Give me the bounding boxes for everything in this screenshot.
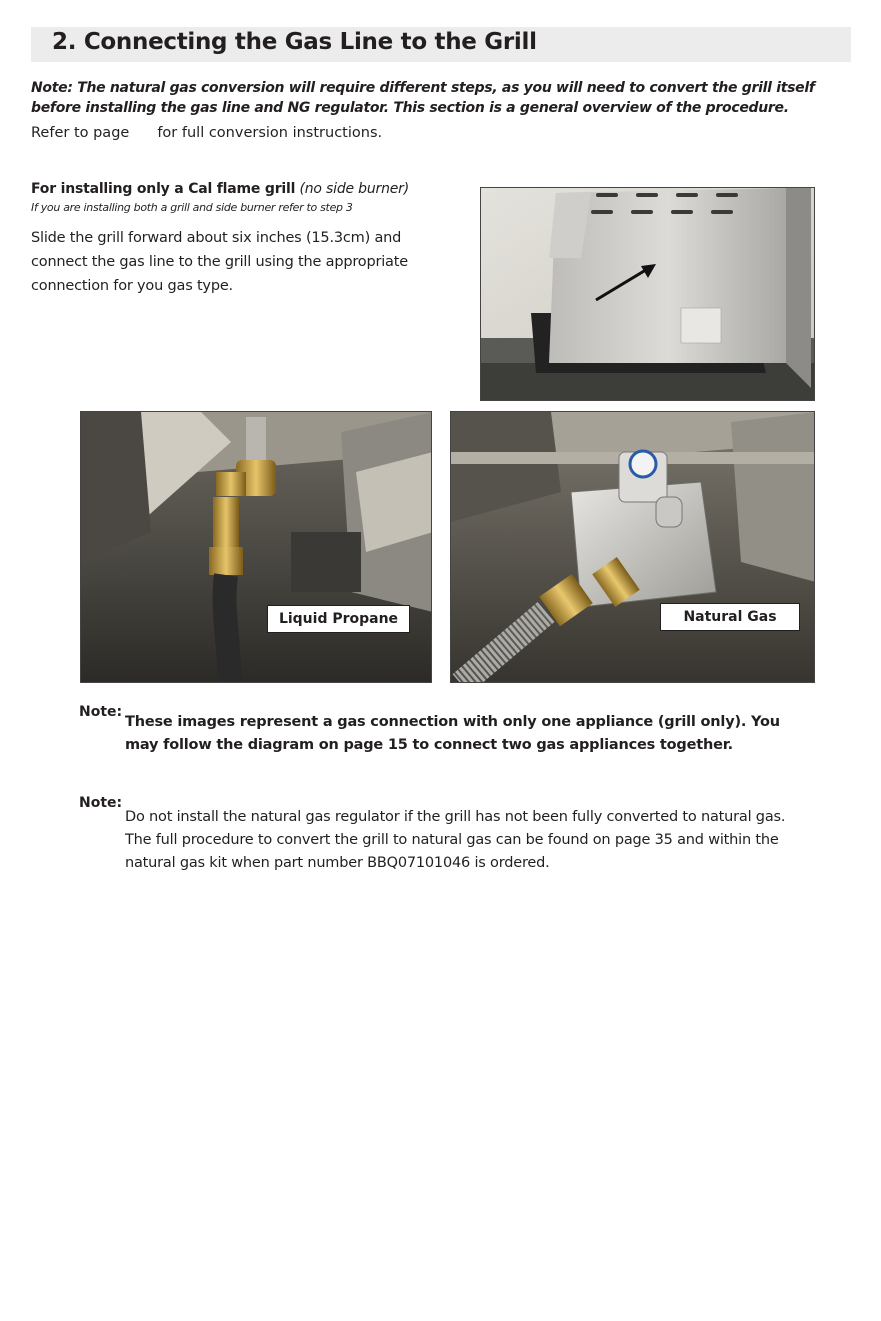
grill-slide-photo <box>480 187 815 401</box>
natural-gas-label: Natural Gas <box>660 603 800 631</box>
natural-gas-photo <box>450 411 815 683</box>
conversion-note: Note: The natural gas conversion will require different steps, as you will need to convert the grill itself before installing the gas line and NG regulator. This section is a general overview of the procedure. <box>31 80 815 116</box>
step-heading-bold: For installing only a Cal flame grill <box>31 181 296 197</box>
liquid-propane-label: Liquid Propane <box>267 605 410 633</box>
note-2-text: Do not install the natural gas regulator if the grill has not been fully converted to natural gas. The full procedure to convert the grill to natural gas can be found on page 35 and within the natural gas kit when part number BBQ07101046 is ordered. <box>125 809 786 871</box>
step-subnote: If you are installing both a grill and side burner refer to step 3 <box>31 201 353 214</box>
step-heading <box>31 181 409 197</box>
refer-line <box>31 125 382 141</box>
refer-prefix: Refer to page <box>31 125 130 141</box>
step-body: Slide the grill forward about six inches (15.3cm) and connect the gas line to the grill using the appropriate connection for you gas type. <box>31 230 408 294</box>
note-1-text: These images represent a gas connection with only one appliance (grill only). You may follow the diagram on page 15 to connect two gas appliances together. <box>125 714 780 753</box>
liquid-propane-photo <box>80 411 432 683</box>
refer-suffix: for full conversion instructions. <box>157 125 383 141</box>
note-2-tag: Note: <box>79 795 123 811</box>
step-heading-italic: (no side burner) <box>299 181 409 197</box>
note-1-tag: Note: <box>79 704 123 720</box>
section-title: 2. Connecting the Gas Line to the Grill <box>52 29 537 55</box>
section-title-bar <box>31 27 851 62</box>
